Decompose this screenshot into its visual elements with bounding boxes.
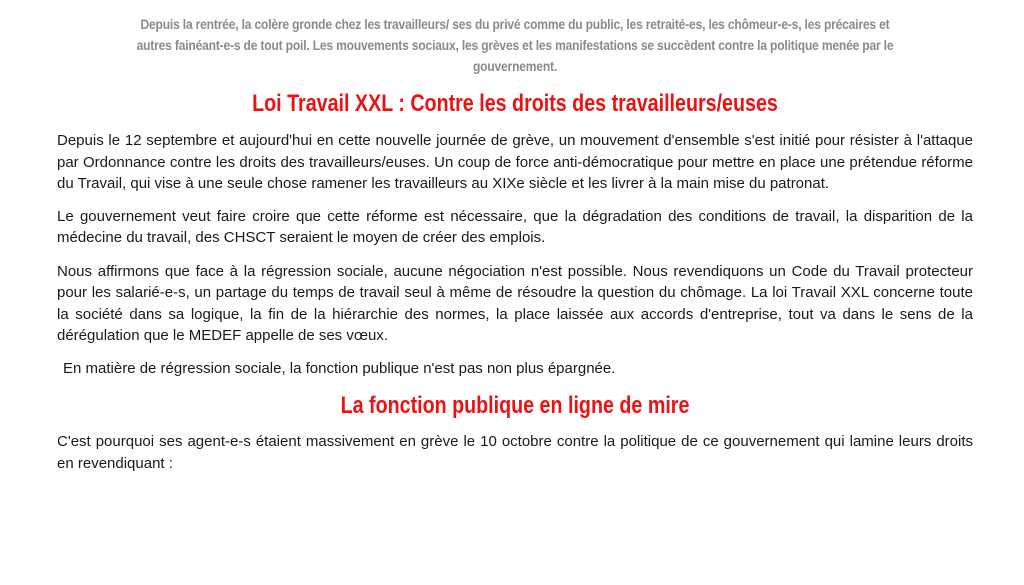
document-page (57, 0, 973, 474)
section-heading-loi-travail: Loi Travail XXL : Contre les droits des travailleurs/euses (252, 90, 778, 117)
section-heading-fonction-publique: La fonction publique en ligne de mire (340, 392, 690, 419)
closing-paragraph: C'est pourquoi ses agent-e-s étaient massivement en grève le 10 octobre contre la politique de ce gouvernement qui lamine leurs droits en revendiquant : (57, 433, 973, 472)
body-paragraph: Le gouvernement veut faire croire que cette réforme est nécessaire, que la dégradation des conditions de travail, la disparition de la médecine du travail, des CHSCT seraient le moyen de créer des emplois. (57, 207, 973, 246)
body-paragraph: Nous affirmons que face à la régression sociale, aucune négociation n'est possible. Nous revendiquons un Code du Travail protecteur pour les salarié-e-s, un partage du temps de travail seul à même de résoudre la question du chômage. La loi Travail XXL concerne toute la société dans sa logique, la fin de la hiérarchie des normes, la place laissée aux accords d'entreprise, tout va dans le sens de la dérégulation que le MEDEF appelle de ses vœux. (57, 262, 973, 344)
intro-paragraph: Depuis la rentrée, la colère gronde chez les travailleurs/ ses du privé comme du public, les retraité-es, les chômeur-e-s, les précaires et autres fainéant-e-s de tout poil. Les mouvements sociaux, les grèves et les manifestations se succèdent contre la politique menée par le gouvernement. (136, 16, 894, 74)
body-paragraph: En matière de régression sociale, la fonction publique n'est pas non plus épargnée. (63, 359, 616, 377)
body-paragraph: Depuis le 12 septembre et aujourd'hui en cette nouvelle journée de grève, un mouvement d'ensemble s'est initié pour résister à l'attaque par Ordonnance contre les droits des travailleurs/euses. Un coup de force anti-démocratique pour mettre en place une prétendue réforme du Travail, qui vise à une seule chose ramener les travailleurs au XIXe siècle et les livrer à la main mise du patronat. (57, 132, 973, 192)
